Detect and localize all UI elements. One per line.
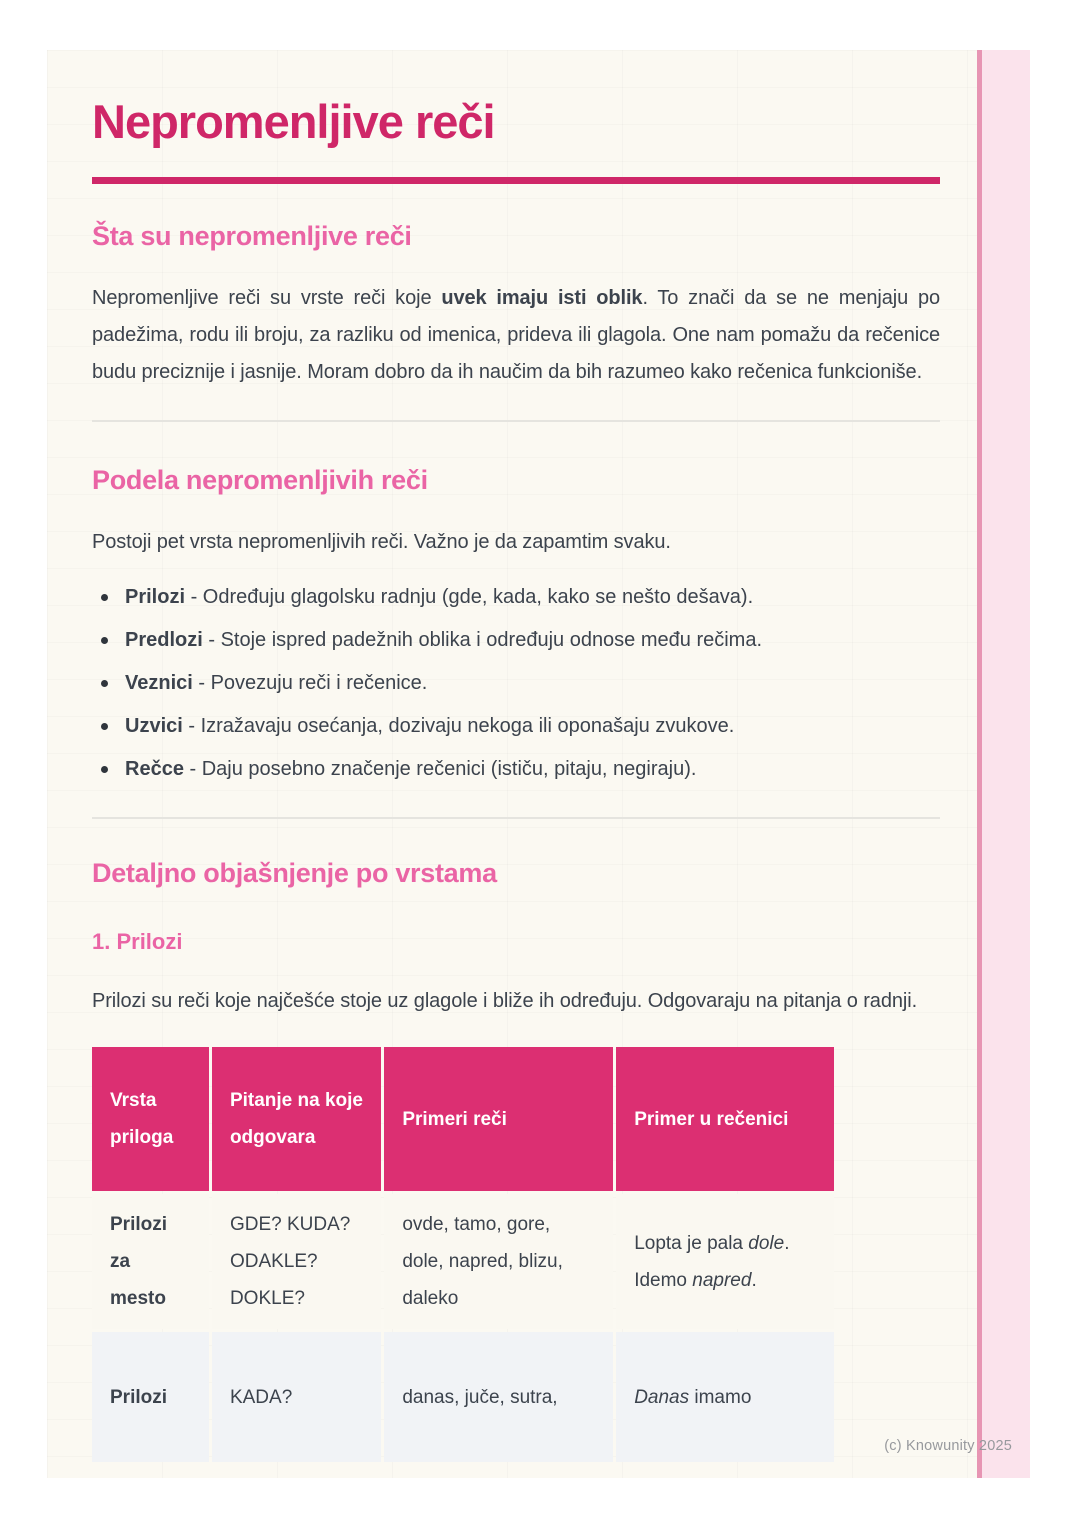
copyright-footer: (c) Knowunity 2025	[884, 1438, 1012, 1454]
table-row	[92, 1332, 834, 1462]
adverbs-table	[89, 1044, 837, 1465]
table-cell: GDE? KUDA? ODAKLE? DOKLE?	[212, 1194, 381, 1329]
list-item: Uzvici - Izražavaju osećanja, dozivaju nekoga ili oponašaju zvukove.	[92, 708, 940, 745]
paragraph-prilozi: Prilozi su reči koje najčešće stoje uz glagole i bliže ih određuju. Odgovaraju na pitanja o radnji.	[92, 990, 918, 1012]
table-cell: Prilozi	[92, 1332, 209, 1462]
section-heading-what-are: Šta su nepromenljive reči	[92, 221, 412, 251]
table-header-row	[92, 1047, 834, 1191]
table-cell: ovde, tamo, gore, dole, napred, blizu, daleko	[384, 1194, 613, 1329]
list-item: Veznici - Povezuju reči i rečenice.	[92, 665, 940, 702]
document-page	[47, 50, 1030, 1478]
table-cell: KADA?	[212, 1332, 381, 1462]
table-header-cell: Vrsta priloga	[92, 1047, 209, 1191]
page-title: Nepromenljive reči	[92, 95, 495, 148]
section-divider	[92, 817, 940, 819]
list-item: Predlozi - Stoje ispred padežnih oblika i određuju odnose među rečima.	[92, 622, 940, 659]
page-content	[47, 50, 1030, 1465]
word-types-list	[92, 579, 940, 788]
table-header-cell: Primeri reči	[384, 1047, 613, 1191]
list-item: Prilozi - Određuju glagolsku radnju (gde, kada, kako se nešto dešava).	[92, 579, 940, 616]
table-cell: Danas imamo	[616, 1332, 834, 1462]
paragraph-division: Postoji pet vrsta nepromenljivih reči. Važno je da zapamtim svaku.	[92, 531, 671, 553]
title-underline-rule	[92, 177, 940, 184]
table-cell: Prilozi za mesto	[92, 1194, 209, 1329]
list-item: Rečce - Daju posebno značenje rečenici (ističu, pitaju, negiraju).	[92, 751, 940, 788]
section-heading-detailed: Detaljno objašnjenje po vrstama	[92, 858, 497, 888]
paragraph-intro: Nepromenljive reči su vrste reči koje uvek imaju isti oblik. To znači da se ne menjaju po padežima, rodu ili broju, za razliku od imenica, prideva ili glagola. One nam pomažu da rečenice budu preciznije i jasnije. Moram dobro da ih naučim da bih razumeo kako rečenica funkcioniše.	[92, 287, 941, 383]
table-header-cell: Primer u rečenici	[616, 1047, 834, 1191]
table-row	[92, 1194, 834, 1329]
table-cell: danas, juče, sutra,	[384, 1332, 613, 1462]
table-header-cell: Pitanje na koje odgovara	[212, 1047, 381, 1191]
section-heading-division: Podela nepromenljivih reči	[92, 465, 428, 495]
subsection-heading-prilozi: 1. Prilozi	[92, 929, 183, 954]
section-divider	[92, 420, 940, 422]
table-cell: Lopta je pala dole. Idemo napred.	[616, 1194, 834, 1329]
